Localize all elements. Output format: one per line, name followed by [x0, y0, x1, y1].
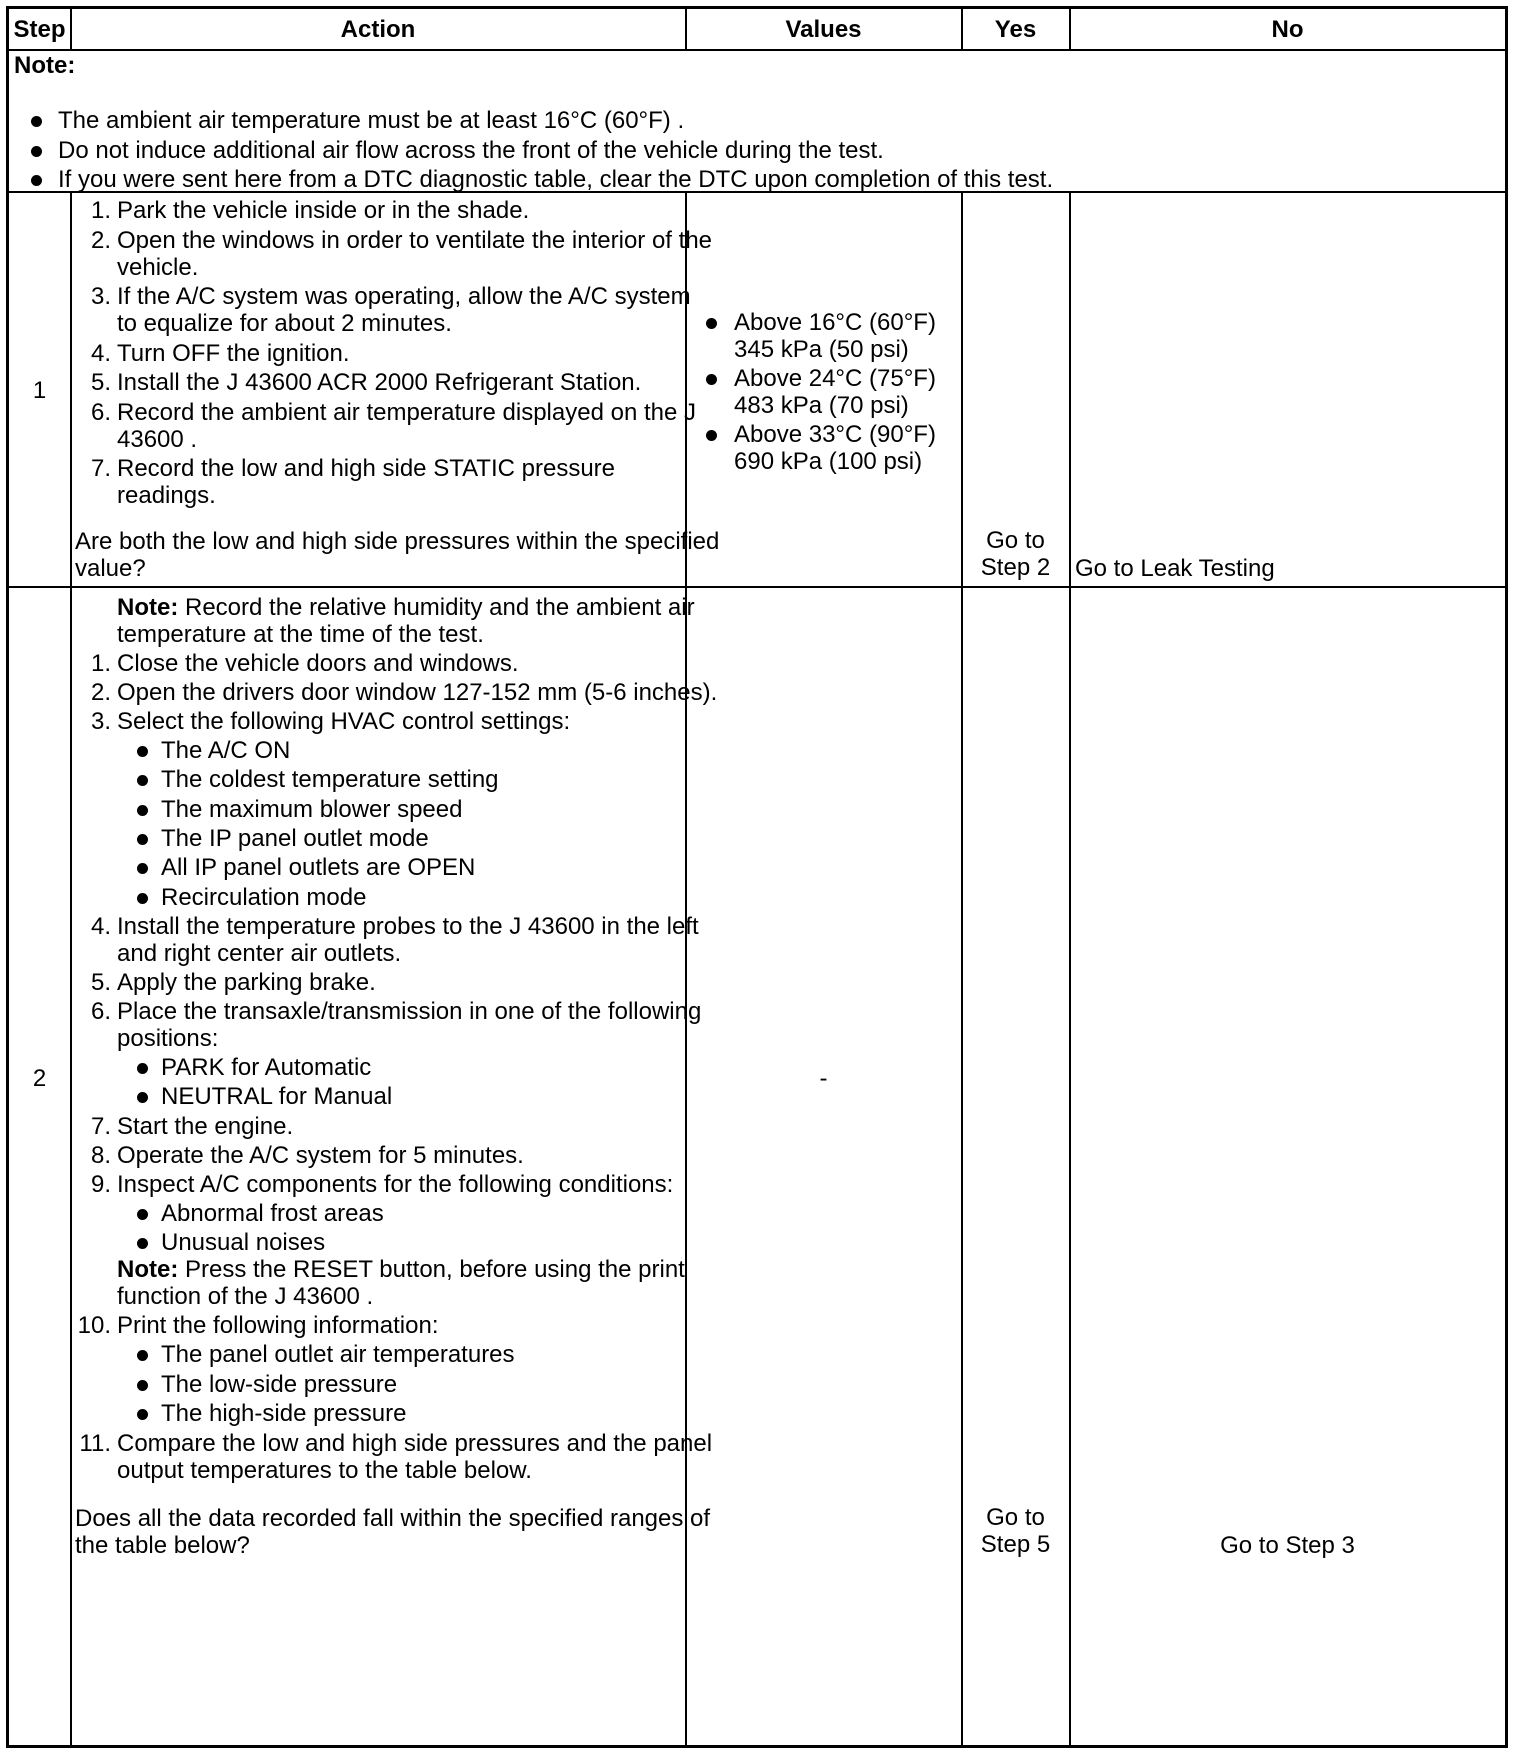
list-item: Select the following HVAC control settings:: [117, 708, 571, 735]
step2-question: the table below?: [75, 1532, 250, 1559]
list-item: Record the ambient air temperature displayed on the J: [117, 398, 696, 426]
yes-line: Go to: [986, 527, 1045, 554]
bullet-icon: [137, 863, 148, 874]
list-item: Open the windows in order to ventilate the interior of the: [117, 226, 713, 254]
sub-list-item: NEUTRAL for Manual: [161, 1083, 393, 1110]
list-item: Print the following information:: [117, 1312, 439, 1339]
list-item: Inspect A/C components for the following conditions:: [117, 1171, 674, 1198]
bullet-icon: [137, 1092, 148, 1103]
list-item: Open the drivers door window 127-152 mm (5-6 inches).: [117, 679, 718, 706]
list-item: 43600 .: [117, 425, 198, 453]
step2-values: -: [819, 1065, 828, 1092]
list-item: Turn OFF the ignition.: [117, 339, 350, 367]
bullet-icon: [137, 805, 148, 816]
bullet-icon: [137, 1209, 148, 1220]
step2-yes[interactable]: [962, 1504, 1069, 1558]
value-temp: Above 33°C (90°F): [734, 421, 936, 448]
list-item: Install the temperature probes to the J 43600 in the left: [117, 913, 699, 940]
bullet-icon: [137, 1063, 148, 1074]
row-divider: [9, 586, 1505, 588]
list-number: 3.: [90, 708, 111, 735]
list-number: 6.: [90, 398, 111, 426]
sub-list-item: The high-side pressure: [161, 1400, 407, 1427]
sub-list-item: The panel outlet air temperatures: [161, 1341, 515, 1368]
note-bullet: Do not induce additional air flow across the front of the vehicle during the test.: [58, 137, 884, 164]
bullet-icon: [137, 1350, 148, 1361]
step2-note: [117, 593, 695, 623]
list-item: Install the J 43600 ACR 2000 Refrigerant Station.: [117, 369, 642, 396]
header-step: Step: [13, 16, 66, 43]
list-number: 6.: [90, 998, 111, 1025]
bullet-icon: [137, 1380, 148, 1391]
sub-list-item: The IP panel outlet mode: [161, 824, 429, 852]
list-number: 2.: [90, 679, 111, 706]
sub-list-item: The low-side pressure: [161, 1370, 398, 1398]
col-divider: [1069, 192, 1071, 1748]
list-number: 7.: [90, 1113, 111, 1140]
list-number: 11.: [79, 1430, 111, 1457]
list-item: Record the low and high side STATIC pressure: [117, 455, 616, 482]
note-text: Record the relative humidity and the ambient air: [178, 594, 695, 621]
list-item: Place the transaxle/transmission in one of the following: [117, 998, 702, 1025]
list-item: Compare the low and high side pressures and the panel: [117, 1430, 713, 1457]
note-bullet: The ambient air temperature must be at least 16°C (60°F) .: [58, 107, 685, 134]
step2-no[interactable]: Go to Step 3: [1220, 1532, 1355, 1559]
step2-question: Does all the data recorded fall within the specified ranges of: [75, 1505, 711, 1532]
value-temp: Above 24°C (75°F): [734, 365, 936, 392]
list-item: readings.: [117, 482, 216, 509]
list-item: and right center air outlets.: [117, 940, 402, 967]
value-pressure: 690 kPa (100 psi): [734, 448, 923, 475]
bullet-icon: [706, 374, 717, 385]
list-item: positions:: [117, 1025, 219, 1052]
list-number: 8.: [90, 1142, 111, 1169]
note-label: Note:: [14, 52, 76, 79]
step1-question: value?: [75, 555, 146, 582]
header-no: No: [1271, 16, 1304, 43]
list-number: 3.: [90, 283, 111, 310]
step-number: 2: [32, 1065, 47, 1092]
list-number: 4.: [90, 913, 111, 940]
note-text: temperature at the time of the test.: [117, 621, 484, 648]
list-number: 9.: [90, 1171, 111, 1198]
header-action: Action: [340, 16, 416, 43]
header-values: Values: [785, 16, 862, 43]
list-number: 10.: [77, 1312, 111, 1339]
step1-yes[interactable]: [962, 527, 1069, 581]
list-number: 1.: [90, 650, 111, 677]
note-label: Note:: [117, 1256, 179, 1283]
diagnostic-table: [6, 6, 1508, 1748]
note-text: Press the RESET button, before using the print: [178, 1256, 685, 1283]
bullet-icon: [706, 430, 717, 441]
value-pressure: 345 kPa (50 psi): [734, 336, 909, 363]
value-temp: Above 16°C (60°F): [734, 309, 936, 336]
step1-question: Are both the low and high side pressures within the specified: [75, 528, 720, 555]
sub-list-item: The A/C ON: [161, 737, 291, 764]
bullet-icon: [31, 146, 42, 157]
list-item: Start the engine.: [117, 1113, 294, 1140]
list-number: 5.: [90, 369, 111, 396]
list-item: output temperatures to the table below.: [117, 1457, 532, 1484]
list-item: vehicle.: [117, 253, 199, 281]
value-pressure: 483 kPa (70 psi): [734, 392, 909, 419]
sub-list-item: The maximum blower speed: [161, 795, 463, 823]
list-item: Park the vehicle inside or in the shade.: [117, 197, 530, 224]
list-number: 7.: [90, 455, 111, 482]
bullet-icon: [137, 775, 148, 786]
sub-list-item: Recirculation mode: [161, 883, 367, 911]
sub-list-item: Abnormal frost areas: [161, 1200, 384, 1227]
yes-line: Step 2: [980, 554, 1051, 581]
list-item: to equalize for about 2 minutes.: [117, 310, 452, 337]
list-item: If the A/C system was operating, allow the A/C system: [117, 283, 691, 310]
note-bullet: If you were sent here from a DTC diagnostic table, clear the DTC upon completion of this test.: [58, 166, 1054, 193]
list-number: 2.: [90, 226, 111, 254]
bullet-icon: [137, 893, 148, 904]
bullet-icon: [137, 1409, 148, 1420]
list-number: 4.: [90, 339, 111, 367]
list-number: 5.: [90, 969, 111, 996]
bullet-icon: [137, 746, 148, 757]
sub-list-item: Unusual noises: [161, 1229, 326, 1256]
step-number: 1: [32, 377, 47, 404]
sub-list-item: All IP panel outlets are OPEN: [161, 854, 476, 882]
yes-line: Step 5: [980, 1531, 1051, 1558]
sub-list-item: The coldest temperature setting: [161, 766, 499, 794]
bullet-icon: [706, 318, 717, 329]
list-item: Close the vehicle doors and windows.: [117, 650, 519, 677]
yes-line: Go to: [986, 1504, 1045, 1531]
step1-no[interactable]: Go to Leak Testing: [1075, 555, 1275, 582]
bullet-icon: [31, 175, 42, 186]
bullet-icon: [137, 834, 148, 845]
bullet-icon: [137, 1238, 148, 1249]
list-item: Apply the parking brake.: [117, 969, 376, 996]
list-number: 1.: [90, 197, 111, 224]
note-label: Note:: [117, 594, 179, 621]
list-item: Operate the A/C system for 5 minutes.: [117, 1142, 524, 1169]
step2-note: [117, 1255, 685, 1285]
note-text: function of the J 43600 .: [117, 1283, 374, 1310]
sub-list-item: PARK for Automatic: [161, 1054, 372, 1081]
bullet-icon: [31, 116, 42, 127]
header-yes: Yes: [994, 16, 1037, 43]
